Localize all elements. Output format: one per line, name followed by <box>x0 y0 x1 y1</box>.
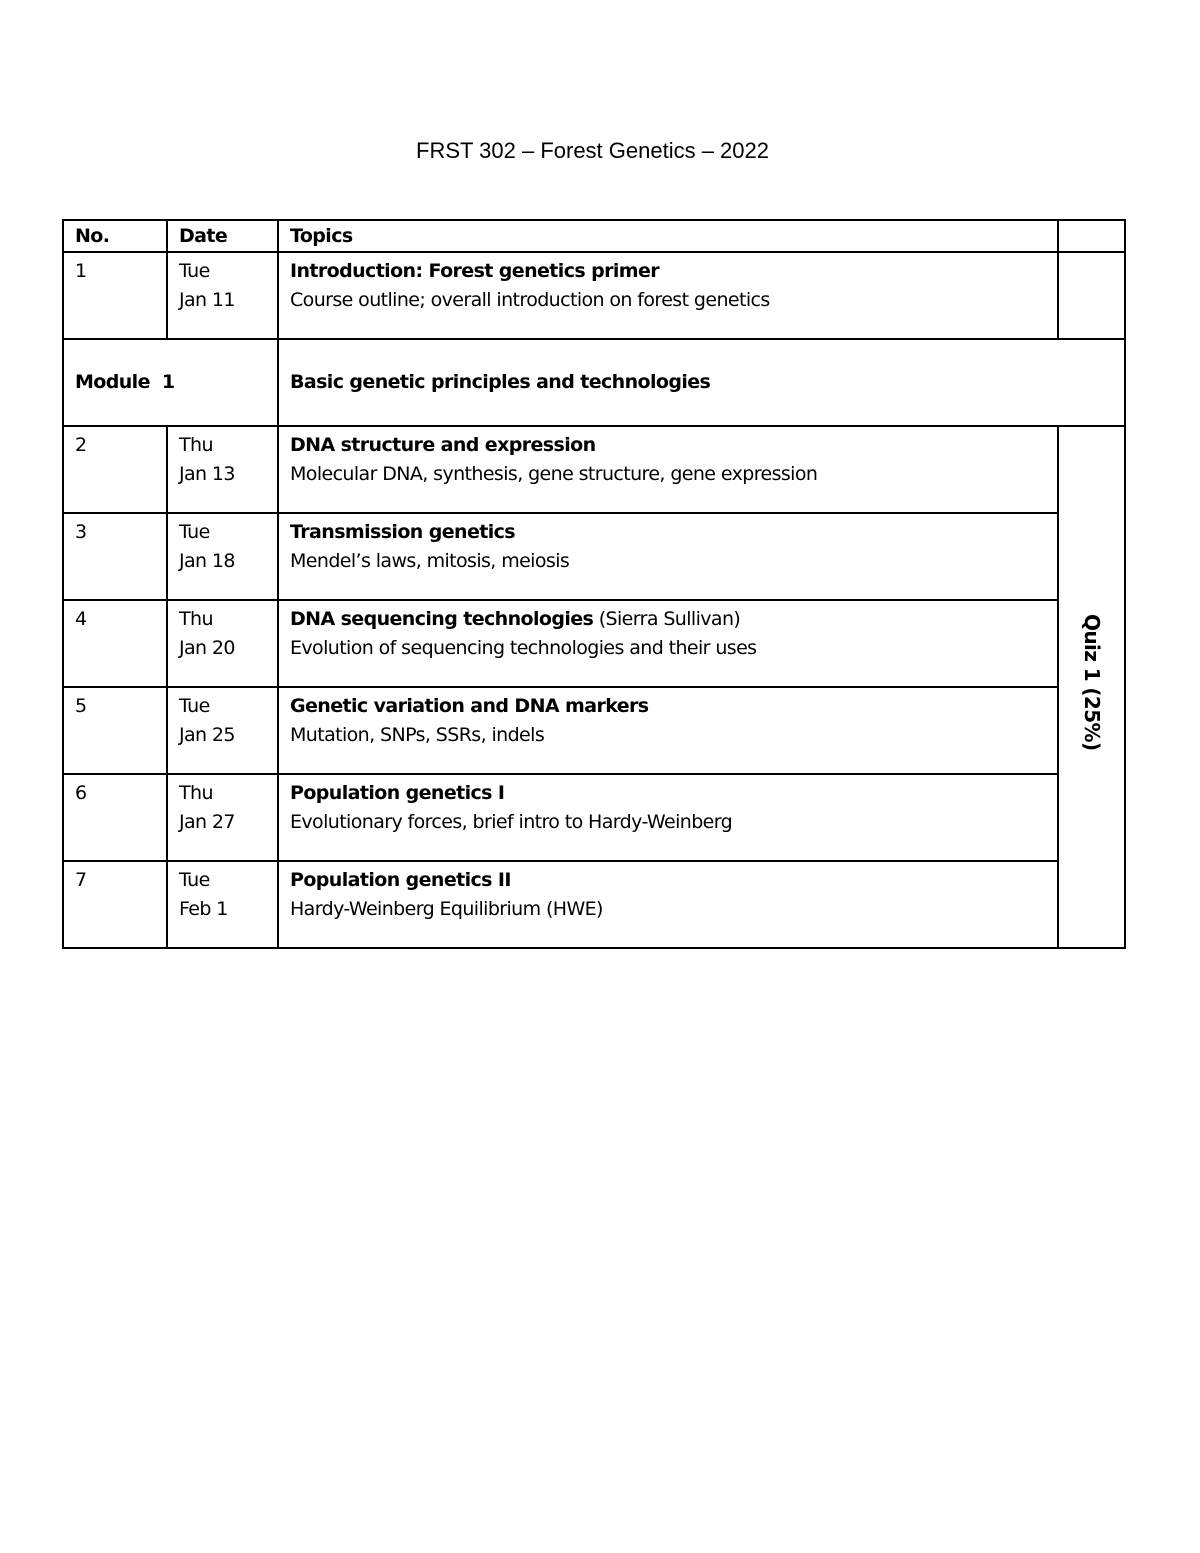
header-no: No. <box>63 220 167 252</box>
header-topics: Topics <box>278 220 1058 252</box>
lecture-date <box>167 426 278 513</box>
lecture-topics <box>278 687 1058 774</box>
lecture-no: 2 <box>63 426 167 513</box>
table-row <box>63 426 1125 513</box>
lecture-no: 3 <box>63 513 167 600</box>
lecture-date <box>167 600 278 687</box>
lecture-topic: Population genetics I <box>290 782 505 804</box>
lecture-no: 4 <box>63 600 167 687</box>
table-row <box>63 774 1125 861</box>
lecture-date <box>167 774 278 861</box>
lecture-topics <box>278 513 1058 600</box>
lecture-day: Tue <box>179 260 210 282</box>
lecture-day-date: Jan 20 <box>179 637 235 659</box>
lecture-no: 7 <box>63 861 167 948</box>
lecture-day-date: Jan 27 <box>179 811 235 833</box>
lecture-day-date: Feb 1 <box>179 898 228 920</box>
lecture-topic: Population genetics II <box>290 869 511 891</box>
header-date: Date <box>167 220 278 252</box>
lecture-extra <box>1058 252 1125 339</box>
lecture-day-date: Jan 13 <box>179 463 235 485</box>
lecture-date <box>167 687 278 774</box>
table-row <box>63 687 1125 774</box>
lecture-topic-extra: (Sierra Sullivan) <box>593 608 741 630</box>
header-extra <box>1058 220 1125 252</box>
lecture-topic: Introduction: Forest genetics primer <box>290 260 660 282</box>
schedule-table <box>62 219 1126 949</box>
lecture-topics <box>278 861 1058 948</box>
lecture-topic: Transmission genetics <box>290 521 516 543</box>
table-row <box>63 252 1125 339</box>
lecture-detail: Evolution of sequencing technologies and their uses <box>290 637 757 659</box>
lecture-no: 1 <box>63 252 167 339</box>
table-row <box>63 861 1125 948</box>
module-title: Basic genetic principles and technologies <box>278 339 1125 426</box>
lecture-detail: Hardy-Weinberg Equilibrium (HWE) <box>290 898 603 920</box>
quiz-cell <box>1058 426 1125 948</box>
table-row <box>63 513 1125 600</box>
page-title: FRST 302 – Forest Genetics – 2022 <box>416 138 769 163</box>
table-row <box>63 600 1125 687</box>
module-row <box>63 339 1125 426</box>
lecture-day: Tue <box>179 869 210 891</box>
lecture-day: Thu <box>179 782 213 804</box>
lecture-topic: DNA sequencing technologies <box>290 608 594 630</box>
module-label: Module 1 <box>63 339 278 426</box>
lecture-topics <box>278 774 1058 861</box>
lecture-no: 5 <box>63 687 167 774</box>
lecture-day-date: Jan 11 <box>179 289 235 311</box>
lecture-detail: Mutation, SNPs, SSRs, indels <box>290 724 545 746</box>
lecture-date <box>167 513 278 600</box>
lecture-day-date: Jan 25 <box>179 724 235 746</box>
lecture-no: 6 <box>63 774 167 861</box>
lecture-topics <box>278 252 1058 339</box>
lecture-day: Tue <box>179 695 210 717</box>
lecture-topic: DNA structure and expression <box>290 434 596 456</box>
lecture-detail: Mendel’s laws, mitosis, meiosis <box>290 550 570 572</box>
lecture-detail: Molecular DNA, synthesis, gene structure, gene expression <box>290 463 818 485</box>
lecture-topic: Genetic variation and DNA markers <box>290 695 649 717</box>
lecture-detail: Evolutionary forces, brief intro to Hardy-Weinberg <box>290 811 733 833</box>
table-header-row <box>63 220 1125 252</box>
lecture-topics <box>278 426 1058 513</box>
lecture-detail: Course outline; overall introduction on forest genetics <box>290 289 770 311</box>
lecture-date <box>167 861 278 948</box>
lecture-day: Thu <box>179 608 213 630</box>
lecture-date <box>167 252 278 339</box>
lecture-day-date: Jan 18 <box>179 550 235 572</box>
lecture-day: Thu <box>179 434 213 456</box>
lecture-topics <box>278 600 1058 687</box>
lecture-day: Tue <box>179 521 210 543</box>
quiz-label: Quiz 1 (25%) <box>1080 614 1104 751</box>
